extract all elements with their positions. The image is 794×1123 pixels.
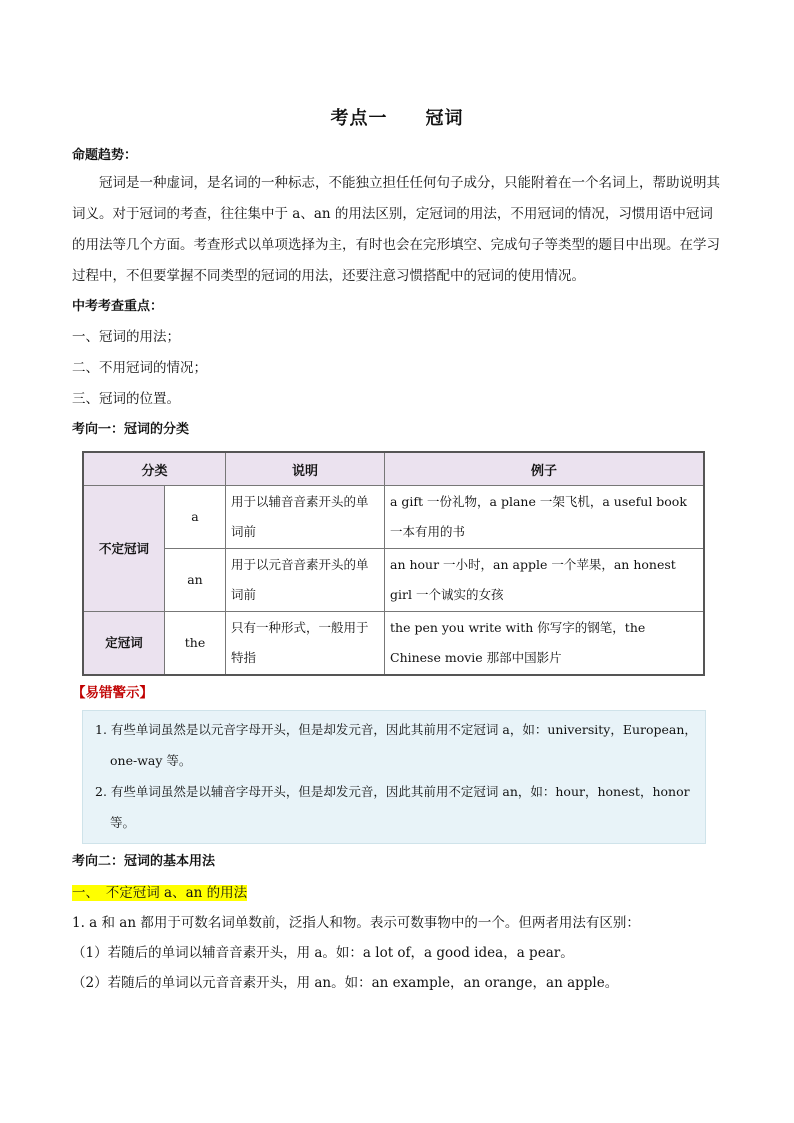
- trend-paragraph: 冠词是一种虚词，是名词的一种标志，不能独立担任任何句子成分，只能附着在一个名词上，帮助说明其词义。对于冠词的考查，往往集中于 a、an 的用法区别，定冠词的用法，不用冠词的情况，习惯用语中冠词的用法等几个方面。考查形式以单项选择为主，有时也会在完形填空、完成句子等类型的题目中出现。在学习过程中，不但要掌握不同类型的冠词的用法，还要注意习惯搭配中的冠词的使用情况。: [72, 175, 720, 284]
- table-row: [83, 549, 704, 612]
- category-cell: 定冠词: [83, 612, 165, 676]
- table-header: 分类: [83, 452, 226, 486]
- table-header-row: [83, 452, 704, 486]
- direction1-heading: 考向一：冠词的分类: [72, 422, 190, 437]
- focus-heading: 中考考查重点：: [72, 299, 164, 314]
- subtype-cell: an: [165, 549, 226, 612]
- focus-item: 一、冠词的用法；: [72, 329, 180, 345]
- table-row: [83, 612, 704, 676]
- table-header: 说明: [226, 452, 385, 486]
- usage-line: （2）若随后的单词以元音音素开头，用 an。如：an example，an orange，an apple。: [72, 975, 619, 991]
- page-title: 考点一 冠词: [330, 108, 464, 129]
- document-page: [72, 100, 722, 998]
- warning-box: [82, 710, 706, 844]
- highlighted-subheading: 一、 不定冠词 a、an 的用法: [72, 885, 248, 901]
- usage-line: （1）若随后的单词以辅音音素开头，用 a。如：a lot of，a good idea，a pear。: [72, 945, 574, 961]
- example-cell: an hour 一小时，an apple 一个苹果，an honest girl 一个诚实的女孩: [385, 549, 705, 612]
- trend-heading: 命题趋势：: [72, 148, 138, 163]
- subtype-cell: the: [165, 612, 226, 676]
- section-subheading: [72, 878, 722, 908]
- focus-item: 三、冠词的位置。: [72, 391, 180, 407]
- warning-heading: 【易错警示】: [72, 685, 153, 701]
- description-cell: 用于以辅音音素开头的单词前: [226, 486, 385, 549]
- table-header: 例子: [385, 452, 705, 486]
- usage-point: 1. a 和 an 都用于可数名词单数前，泛指人和物。表示可数事物中的一个。但两者用法有区别：: [72, 915, 640, 931]
- warning-item: 1. 有些单词虽然是以元音字母开头，但是却发元音，因此其前用不定冠词 a，如：university，European，one-way 等。: [95, 722, 697, 768]
- article-classification-table: [82, 451, 705, 676]
- direction2-heading: 考向二：冠词的基本用法: [72, 854, 216, 869]
- category-cell: 不定冠词: [83, 486, 165, 612]
- table-row: [83, 486, 704, 549]
- focus-item: 二、不用冠词的情况；: [72, 360, 207, 376]
- description-cell: 用于以元音音素开头的单词前: [226, 549, 385, 612]
- description-cell: 只有一种形式，一般用于特指: [226, 612, 385, 676]
- example-cell: the pen you write with 你写字的钢笔，the Chinese movie 那部中国影片: [385, 612, 705, 676]
- warning-item: 2. 有些单词虽然是以辅音字母开头，但是却发元音，因此其前用不定冠词 an，如：hour，honest，honor 等。: [95, 784, 690, 830]
- example-cell: a gift 一份礼物，a plane 一架飞机，a useful book 一本有用的书: [385, 486, 705, 549]
- subtype-cell: a: [165, 486, 226, 549]
